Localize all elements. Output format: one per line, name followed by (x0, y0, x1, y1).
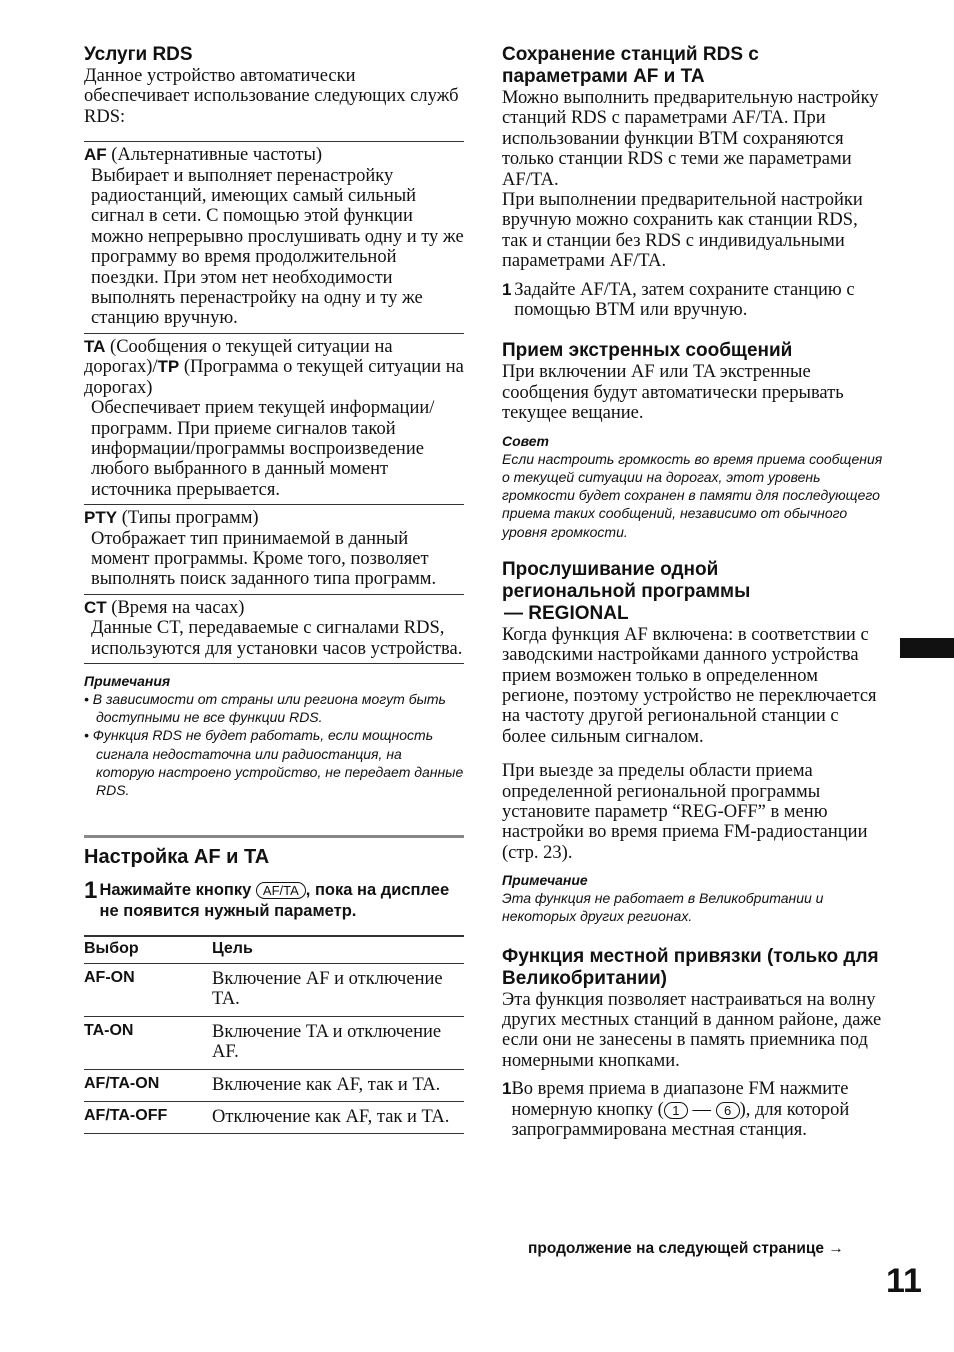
def-ta-tp: TA (Сообщения о текущей ситуации на дорогах)/TP (Программа о текущей ситуации на дорогах) Обеспечивает прием текущей информации/программ. При приеме сигналов такой информации/программы воспроизведение любого выбранного в данный момент источника прерывается. (84, 334, 464, 505)
save-stations-heading: Сохранение станций RDS с параметрами AF и TA (502, 44, 759, 87)
right-column (502, 44, 886, 1140)
rds-services-heading: Услуги RDS (84, 44, 193, 65)
def-af: AF (Альтернативные частоты) Выбирает и выполняет перенастройку радиостанций, имеющих самый сильный сигнал в сети. С помощью этой функции можно непрерывно прослушивать одну и ту же программу во время продолжительной поездки. При этом нет необходимости выполнять перенастройку на одну и ту же станцию вручную. (84, 142, 464, 334)
step-1: 1 Нажимайте кнопку AF/TA , пока на дисплее не появится нужный параметр. (84, 877, 450, 920)
regional-note (502, 871, 886, 925)
def-pty: PTY (Типы программ) Отображает тип принимаемой в данный момент программы. Кроме того, позволяет выполнять поиск заданного типа программ. (84, 505, 464, 595)
note-item: • В зависимости от страны или региона могут быть доступными не все функции RDS. (84, 690, 446, 726)
table-row: AF/TA-ON Включение как AF, так и TA. (84, 1069, 464, 1101)
notes-block (84, 672, 464, 799)
note-title: Примечание (502, 872, 588, 889)
save-paragraph-1: Можно выполнить предварительную настройку станций RDS с параметрами AF/TA. При использовании функции BTM сохраняются только станции RDS с теми же параметрами AF/TA. (502, 88, 879, 190)
note-item: • Функция RDS не будет работать, если мощность сигнала недостаточна или радиостанция, на которую настроено устройство, не передает данные RDS. (84, 727, 464, 798)
rds-intro: Данное устройство автоматически обеспечивает использование следующих служб RDS: (84, 66, 459, 127)
local-step: 1 Во время приема в диапазоне FM нажмите номерную кнопку ( 1 — 6 ), для которой запрограммирована местная станция. (502, 1079, 850, 1141)
def-ct: CT (Время на часах) Данные CT, передаваемые с сигналами RDS, используются для установки часов устройства. (84, 595, 464, 664)
continued-note: продолжение на следующей странице → (528, 1240, 844, 1257)
local-link-heading: Функция местной привязки (только для Великобритании) (502, 945, 879, 989)
page-number: 11 (886, 1262, 922, 1300)
selection-table (84, 935, 464, 1134)
tip-text: Если настроить громкость во время приема сообщения о текущей ситуации на дорогах, этот уровень громкости будет сохранен в памяти для последующего приема таких сообщений, независимо от обычного уровня громкости. (502, 450, 883, 540)
tip-block (502, 432, 886, 541)
regional-paragraph-2: При выезде за пределы области приема определенной региональной программы установите параметр “REG-OFF” в меню настройки во время приема FM-радиостанции (стр. 23). (502, 761, 868, 863)
number-key-6: 6 (716, 1102, 740, 1119)
af-ta-heading: Настройка AF и TA (84, 846, 270, 869)
rds-definition-list (84, 141, 464, 664)
emergency-paragraph: При включении AF или TA экстренные сообщения будут автоматически прерывать текущее вещание. (502, 362, 844, 424)
notes-title: Примечания (84, 672, 171, 689)
table-row: TA-ON Включение TA и отключение AF. (84, 1016, 464, 1069)
table-header: Выбор Цель (84, 936, 464, 964)
save-step: 1 Задайте AF/TA, затем сохраните станцию с помощью BTM или вручную. (502, 279, 855, 321)
save-paragraph-2: При выполнении предварительной настройки вручную можно сохранить как станции RDS, так и станции без RDS с индивидуальными параметрами AF/TA. (502, 190, 863, 272)
af-ta-section (84, 835, 464, 1134)
note-text: Эта функция не работает в Великобритании и некоторых других регионах. (502, 890, 824, 925)
tip-title: Совет (502, 432, 550, 449)
table-row: AF-ON Включение AF и отключение TA. (84, 964, 464, 1017)
number-key-1: 1 (664, 1102, 688, 1119)
regional-paragraph-1: Когда функция AF включена: в соответствии с заводскими настройками данного устройства прием возможен только в определенном регионе, поэтому устройство не переключается на частоту другой региональной станции с более сильным сигналом. (502, 624, 877, 747)
table-row: AF/TA-OFF Отключение как AF, так и TA. (84, 1102, 464, 1134)
local-link-paragraph: Эта функция позволяет настраиваться на волну других местных станций в данном районе, даже если они не занесены в память приемника под номерными кнопками. (502, 989, 882, 1071)
left-column (84, 44, 464, 1134)
af-ta-key: AF/TA (256, 882, 306, 899)
section-tab-marker (900, 638, 954, 658)
regional-heading: Прослушивание одной региональной программы — REGIONAL (502, 558, 751, 624)
emergency-heading: Прием экстренных сообщений (502, 340, 793, 362)
